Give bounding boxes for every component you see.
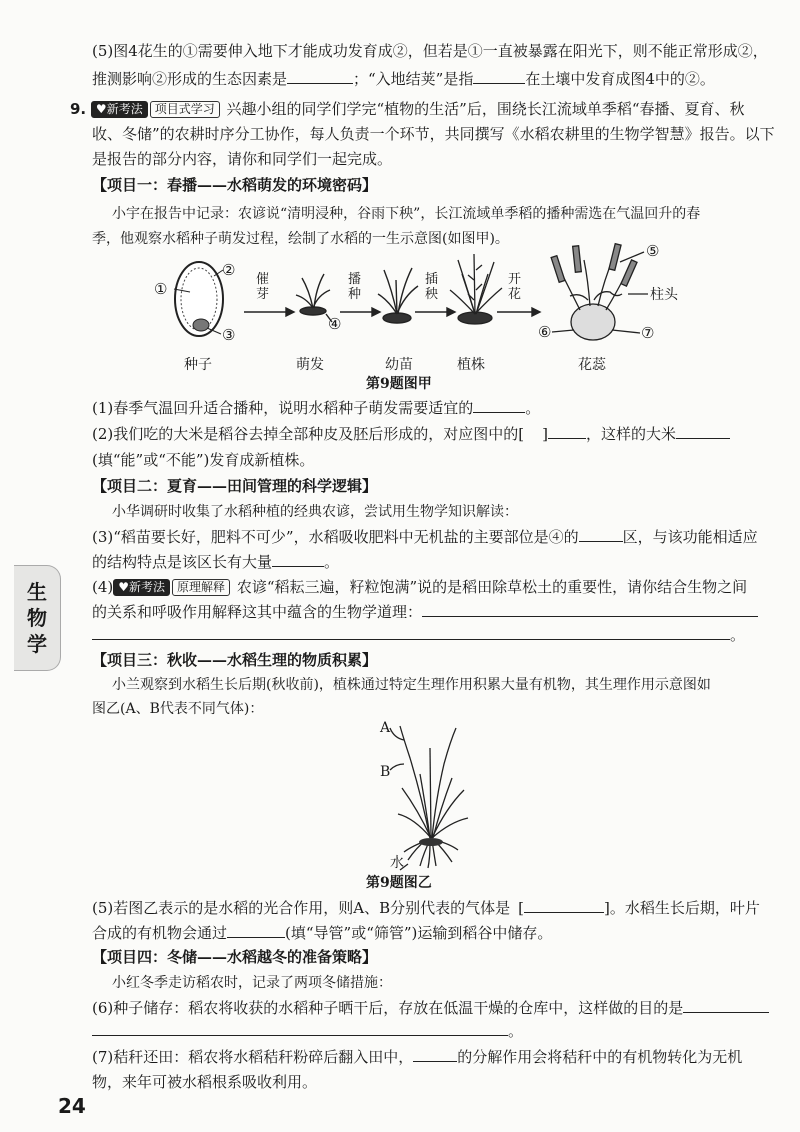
text: 。水稻生长后期，叶片: [609, 899, 760, 917]
bracket-close: ]: [603, 899, 610, 917]
answer-blank[interactable]: [92, 1020, 508, 1036]
project-learning-tag: 项目式学习: [150, 101, 220, 118]
arrow-label-1: 催芽: [256, 272, 270, 302]
q9-part1: [92, 397, 540, 419]
answer-blank[interactable]: [548, 423, 586, 439]
q9-part6-line2: [92, 1020, 523, 1042]
text: 收、冬储”的农耕时序分工协作，每人负责一个环节，共同撰写《水稻农耕里的生物学智慧》报告。以下: [92, 125, 775, 143]
mark-5: ⑤: [646, 242, 660, 260]
q8-part5-line2: [92, 68, 715, 90]
q9-part2-line1: [92, 423, 730, 445]
figure-b-rice-plant: [360, 718, 560, 868]
stage-label-seed: 种子: [184, 357, 212, 373]
question-number: 9.: [70, 100, 87, 118]
flower-pistil-drawing: [551, 244, 648, 340]
text: ；“入地结荚”是指: [353, 70, 474, 88]
principle-tag: 原理解释: [172, 579, 230, 596]
q9-part4-line2: [92, 601, 758, 623]
tag-text: 新考法: [106, 102, 143, 116]
answer-blank[interactable]: [422, 601, 758, 617]
stage-label-flower: 花蕊: [578, 357, 606, 373]
text: ，这样的大米: [585, 425, 676, 443]
subject-side-tab: [14, 565, 61, 671]
project3-title: 【项目三：秋收——水稻生理的物质积累】: [92, 651, 378, 669]
project1-title: 【项目一：春播——水稻萌发的环境密码】: [92, 176, 378, 194]
q9-part2-line2: [92, 449, 314, 471]
project3-text1: 小兰观察到水稻生长后期(秋收前)，植株通过特定生理作用积累大量有机物，其生理作用示意图如: [112, 677, 711, 693]
project4-text: 小红冬季走访稻农时，记录了两项冬储措施：: [112, 975, 392, 991]
side-tab-char: 学: [27, 632, 47, 656]
answer-blank[interactable]: [413, 1046, 457, 1062]
mark-1: ①: [154, 280, 168, 298]
answer-blank[interactable]: [287, 68, 353, 84]
stage-label-sprout: 萌发: [296, 357, 324, 373]
text: 。: [508, 1022, 524, 1040]
text: (6)种子储存：稻农将收获的水稻种子晒干后，存放在低温干燥的仓库中，这样做的目的是: [92, 999, 684, 1017]
text: (填“导管”或“筛管”)运输到稻谷中储存。: [285, 924, 553, 942]
answer-blank[interactable]: [676, 423, 730, 439]
figure-b-caption: 第9题图乙: [366, 875, 432, 891]
text: (2)我们吃的大米是稻谷去掉全部种皮及胚后形成的，对应图中的[: [92, 425, 525, 443]
q9-part3-line2: [92, 551, 339, 573]
text: (3)“稻苗要长好，肥料不可少”，水稻吸收肥料中无机盐的主要部位是④的: [92, 528, 579, 546]
text: 的结构特点是该区长有大量: [92, 553, 273, 571]
q9-part5-line1: [92, 897, 760, 919]
text: (5)图4花生的①需要伸入地下才能成功发育成②，但若是①一直被暴露在阳光下，则不能正常形成②，: [92, 42, 768, 60]
mark-4: ④: [328, 315, 342, 333]
stigma-label: 柱头: [650, 287, 678, 303]
text: (填“能”或“不能”)发育成新植株。: [92, 451, 315, 469]
text: 。: [324, 553, 340, 571]
project2-title: 【项目二：夏育——田间管理的科学逻辑】: [92, 477, 378, 495]
q9-intro-line2: [92, 123, 775, 145]
page-number: 24: [58, 1094, 86, 1118]
text: (7)秸秆还田：稻农将水稻秸秆粉碎后翻入田中，: [92, 1048, 414, 1066]
project2-text: 小华调研时收集了水稻种植的经典农谚，尝试用生物学知识解读：: [112, 504, 518, 520]
answer-blank[interactable]: [579, 526, 623, 542]
seed-drawing: [174, 262, 223, 336]
arrow-label-4: 开花: [508, 272, 522, 302]
sprouting-drawing: [296, 274, 332, 322]
q9-intro-line3: [92, 148, 392, 170]
mark-6: ⑥: [538, 323, 552, 341]
q9-intro-line1: [70, 98, 745, 120]
answer-blank[interactable]: [92, 624, 730, 640]
text: 是报告的部分内容，请你和同学们一起完成。: [92, 150, 393, 168]
text: (5)若图乙表示的是水稻的光合作用，则A、B分别代表的气体是: [92, 899, 511, 917]
q8-part5-line1: [92, 40, 768, 62]
answer-blank[interactable]: [227, 922, 285, 938]
arrow-label-2: 播种: [348, 272, 362, 302]
project3-text2: 图乙(A、B代表不同气体)：: [92, 701, 264, 717]
label-water: 水: [390, 855, 404, 871]
text: 推测影响②形成的生态因素是: [92, 70, 288, 88]
project4-title: 【项目四：冬储——水稻越冬的准备策略】: [92, 948, 378, 966]
text: 的分解作用会将秸秆中的有机物转化为无机: [457, 1048, 743, 1066]
figure-a-caption: 第9题图甲: [366, 376, 432, 392]
plant-drawing: [450, 254, 502, 324]
text: 在土壤中发育成图4中的②。: [525, 70, 715, 88]
text: 兴趣小组的同学们学完“植物的生活”后，围绕长江流域单季稻“春播、夏育、秋: [226, 100, 745, 118]
label-gas-a: A: [380, 720, 391, 736]
text: 区，与该功能相适应: [622, 528, 758, 546]
new-method-tag: ♥新考法: [113, 579, 170, 596]
bracket-open: [: [518, 899, 524, 917]
stage-label-plant: 植株: [457, 357, 485, 373]
project1-text1: 小宇在报告中记录：农谚说“清明浸种，谷雨下秧”，长江流域单季稻的播种需选在气温回升的春: [112, 206, 701, 222]
text: (1)春季气温回升适合播种，说明水稻种子萌发需要适宜的: [92, 399, 474, 417]
text: 物，来年可被水稻根系吸收利用。: [92, 1073, 318, 1091]
text: 合成的有机物会通过: [92, 924, 228, 942]
answer-blank[interactable]: [524, 897, 604, 913]
answer-blank[interactable]: [683, 997, 769, 1013]
q9-part5-line2: [92, 922, 552, 944]
q9-part6-line1: [92, 997, 769, 1019]
mark-7: ⑦: [641, 324, 655, 342]
side-tab-char: 物: [27, 606, 47, 630]
seedling-drawing: [378, 268, 418, 323]
mark-3: ③: [222, 326, 236, 344]
project1-text2: 季，他观察水稻种子萌发过程，绘制了水稻的一生示意图(如图甲)。: [92, 231, 509, 247]
side-tab-char: 生: [27, 580, 47, 604]
text: 。: [730, 626, 746, 644]
stage-label-seedling: 幼苗: [385, 357, 413, 373]
text: ]: [542, 425, 548, 443]
text: (4): [92, 578, 114, 596]
answer-blank[interactable]: [473, 68, 525, 84]
new-method-tag: ♥新考法: [91, 101, 148, 118]
q9-part4-line3: [92, 624, 745, 646]
q9-part7-line2: [92, 1071, 317, 1093]
q9-part4-line1: [92, 576, 747, 598]
text: 。: [525, 399, 541, 417]
answer-blank[interactable]: [473, 397, 525, 413]
tag-text: 新考法: [129, 580, 166, 594]
arrow-label-3: 插秧: [425, 272, 439, 302]
q9-part7-line1: [92, 1046, 742, 1068]
text: 农谚“稻耘三遍，籽粒饱满”说的是稻田除草松土的重要性，请你结合生物之间: [236, 578, 748, 596]
answer-blank[interactable]: [272, 551, 324, 567]
text: 的关系和呼吸作用解释这其中蕴含的生物学道理：: [92, 603, 423, 621]
label-gas-b: B: [380, 764, 391, 780]
mark-2: ②: [222, 261, 236, 279]
q9-part3-line1: [92, 526, 758, 548]
